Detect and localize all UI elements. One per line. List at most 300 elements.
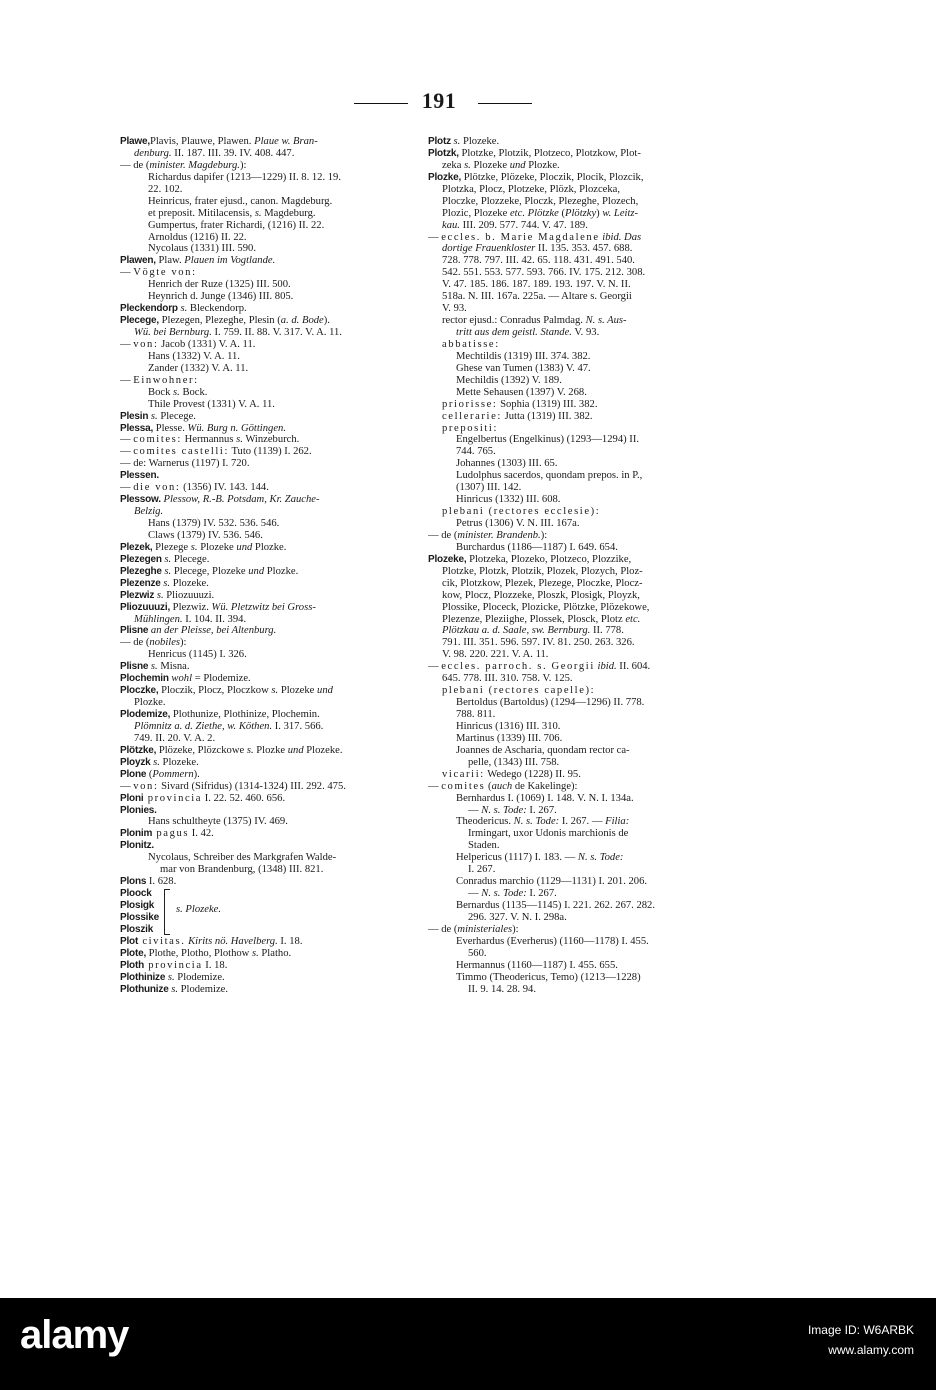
entry-text: s. (148, 410, 158, 422)
headword: Pleckendorp (120, 303, 178, 315)
index-line (120, 840, 426, 852)
entry-text: dortige Frauenkloster (442, 243, 536, 255)
headword: Plothunize (120, 983, 169, 995)
entry-text: Martinus (1339) III. 706. (456, 732, 563, 744)
index-line (428, 220, 764, 232)
entry-text: Plotzke, Plotzik, Plotzeco, Plotzkow, Plot- (458, 147, 641, 159)
entry-text: s. (271, 685, 279, 697)
headword: Plone (120, 768, 147, 780)
entry-text: Johannes (1303) III. 65. (456, 458, 558, 470)
index-line (120, 279, 426, 291)
entry-text: denburg. (134, 147, 172, 159)
entry-text: — (120, 338, 134, 350)
entry-text: I. 267. — (559, 816, 606, 828)
entry-text: Pommern (152, 768, 194, 780)
index-line (120, 375, 426, 387)
entry-text: = Plodemize. (192, 673, 251, 685)
entry-text: prepositi: (442, 422, 499, 434)
index-line (428, 232, 764, 244)
headword: Plonitz. (120, 840, 154, 852)
entry-text: Plauen im Vogtlande. (184, 255, 276, 267)
index-line (120, 136, 426, 148)
entry-text: Plessow, R.-B. Potsdam, Kr. Zauche- (160, 494, 320, 506)
entry-text: Hans (1379) IV. 532. 536. 546. (148, 518, 280, 529)
index-line (428, 984, 764, 996)
headword: Plonies. (120, 804, 157, 816)
index-line (428, 387, 764, 399)
headword: Plisne (120, 625, 149, 637)
entry-text: I. 267. (468, 864, 496, 876)
index-line (120, 578, 426, 590)
entry-text: Plözeke, Plözckowe (156, 744, 247, 756)
entry-text: (1356) IV. 143. 144. (180, 482, 269, 494)
entry-text: — de ( (428, 923, 458, 935)
entry-text: Magdeburg. (261, 207, 316, 219)
index-line (120, 984, 426, 996)
entry-text: N. s. Tode: (513, 816, 560, 828)
entry-text: Hinricus (1332) III. 608. (456, 494, 561, 506)
entry-text: Zander (1332) V. A. 11. (148, 362, 249, 374)
entry-text: pelle, (1343) III. 758. (468, 756, 560, 768)
entry-text: Plötzkau a. d. Saale, sw. Bernburg. (442, 625, 591, 637)
index-line (428, 291, 764, 303)
index-line (120, 255, 426, 267)
entry-text: Wedego (1228) II. 95. (484, 768, 581, 780)
entry-text: Plaw. (155, 255, 185, 267)
entry-text: Plotzke, Plotzk, Plotzik, Plozek, Plozych, Ploz- (442, 565, 643, 577)
entry-text: vicarii: (442, 768, 485, 780)
entry-text: Plossike, Ploceck, Plozicke, Plötzke, Plözekowe, (442, 601, 650, 613)
index-line (428, 243, 764, 255)
headword: Plons (120, 876, 147, 888)
entry-text: und (317, 685, 333, 697)
index-line (120, 160, 426, 172)
entry-text: Henricus (1145) I. 326. (148, 649, 247, 661)
index-line (120, 614, 426, 626)
entry-text: Mühlingen. (134, 613, 183, 625)
index-line (120, 828, 426, 840)
footer-logo: alamy (20, 1313, 129, 1357)
entry-text: — (428, 661, 442, 673)
entry-text: Ploczke, Plozzeke, Ploczk, Plezeghe, Plozech, (442, 195, 639, 207)
index-line (428, 184, 764, 196)
entry-text: 22. 102. (148, 183, 183, 195)
index-line (120, 936, 426, 948)
entry-text: II. 9. 14. 28. 94. (468, 983, 536, 995)
entry-text: Filia: (605, 816, 630, 828)
headword: Plosigk (120, 900, 155, 911)
entry-text: Plezwiz. (170, 601, 212, 613)
entry-text: Plotzeka, Plozeko, Plotzeco, Plozzike, (466, 553, 632, 565)
entry-text: Einwohner: (133, 374, 199, 386)
entry-text: ibid. Das (599, 231, 642, 243)
headword: Plezegen (120, 553, 162, 565)
brace-mark (164, 889, 170, 935)
index-line (428, 530, 764, 542)
entry-text: auch (491, 780, 513, 792)
headword: Ploszik (120, 923, 154, 935)
index-line (120, 291, 426, 303)
entry-text: — (120, 446, 134, 458)
entry-text: priorisse: (442, 398, 498, 410)
index-line (120, 232, 426, 244)
index-line (120, 327, 426, 339)
entry-text: Conradus marchio (1129—1131) I. 201. 206. (456, 876, 648, 888)
index-line (120, 148, 426, 160)
index-line (428, 685, 764, 697)
index-line (428, 816, 764, 828)
entry-text: kau. (442, 219, 460, 231)
entry-text: und (236, 541, 253, 553)
entry-text: — de ( (120, 159, 150, 171)
entry-text: provincia (143, 792, 203, 804)
headword: Plodemize, (120, 709, 171, 720)
entry-text: Thile Provest (1331) V. A. 11. (148, 398, 275, 410)
index-line (120, 697, 426, 709)
index-line (120, 494, 426, 506)
entry-text: an der Pleisse, bei Altenburg. (148, 625, 277, 637)
entry-text: Plodemize. (177, 983, 228, 995)
entry-text: s. (246, 744, 254, 756)
index-line (428, 542, 764, 554)
index-line (120, 434, 426, 446)
index-line (120, 864, 426, 876)
index-line (428, 590, 764, 602)
entry-text: und (509, 159, 526, 171)
entry-text: Bernardus (1135—1145) I. 221. 262. 267. 282. (456, 900, 655, 911)
entry-text: Mechildis (1392) V. 189. (456, 374, 562, 386)
entry-text: Nycolaus, Schreiber des Markgrafen Walde- (148, 852, 337, 864)
index-line (428, 279, 764, 291)
entry-text: cellerarie: (442, 410, 502, 422)
index-line (428, 745, 764, 757)
index-line (120, 518, 426, 530)
headword: Plotz (428, 136, 451, 147)
index-line (120, 542, 426, 554)
entry-text: plebani (rectores ecclesie): (442, 506, 601, 518)
index-line (428, 363, 764, 375)
index-line (428, 554, 764, 566)
entry-text: V. 47. 185. 186. 187. 189. 193. 197. V. N. II. (442, 279, 631, 291)
entry-text: w. Leitz- (602, 207, 639, 219)
entry-text: Plecege. (157, 410, 196, 422)
entry-text: Helpericus (1117) I. 183. — (456, 852, 578, 864)
entry-text: Bernhardus I. (1069) I. 148. V. N. I. 134a. (456, 792, 634, 804)
entry-text: — (468, 888, 482, 900)
index-line (120, 172, 426, 184)
index-line (120, 458, 426, 470)
entry-text: ): (540, 529, 548, 541)
entry-text: nobiles (149, 637, 181, 649)
entry-text: Plodemize. (174, 971, 225, 983)
headword: Plezeghe (120, 565, 162, 577)
entry-text: etc. Plötzke (509, 207, 559, 219)
entry-text: I. 18. (202, 959, 228, 971)
index-line (428, 733, 764, 745)
index-line (428, 936, 764, 948)
entry-text: s. (254, 207, 262, 219)
entry-text: (1307) III. 142. (456, 482, 522, 494)
entry-text: die von: (133, 482, 181, 494)
entry-text: 749. II. 20. V. A. 2. (134, 732, 216, 744)
index-line (428, 888, 764, 900)
entry-text: tritt aus dem geistl. Stande. (456, 327, 572, 338)
entry-text: Ploczik, Plocz, Ploczkow (158, 685, 272, 697)
headword: Plotzk, (428, 147, 459, 159)
entry-text: Hermannus (181, 434, 237, 446)
headword: Plot (120, 935, 139, 947)
index-line (428, 912, 764, 924)
index-line (120, 709, 426, 721)
index-line (120, 960, 426, 972)
entry-text: comites castelli: (133, 446, 229, 458)
entry-text: Plothe, Plotho, Plothow (146, 947, 252, 959)
index-line (120, 411, 426, 423)
entry-text: comites (441, 780, 486, 792)
entry-text: eccles. parroch. s. Georgii (441, 661, 595, 673)
entry-text: — de ( (120, 637, 150, 649)
entry-text: — (468, 804, 482, 816)
index-line (120, 399, 426, 411)
entry-text: et preposit. Mitilacensis, (148, 207, 255, 219)
entry-text: Plozeke. (159, 756, 199, 768)
index-line (428, 446, 764, 458)
index-line (120, 243, 426, 255)
entry-text: Misna. (157, 661, 190, 673)
index-line (428, 602, 764, 614)
index-line (428, 482, 764, 494)
entry-text: plebani (rectores capelle): (442, 685, 596, 697)
index-line (428, 578, 764, 590)
headword: Plawen, (120, 255, 156, 267)
headword: Plossike (120, 911, 159, 923)
entry-text: Plozke. (252, 541, 287, 553)
entry-text: Sophia (1319) III. 382. (497, 398, 598, 410)
entry-text: — (120, 780, 134, 792)
index-line (120, 876, 426, 888)
index-line (428, 196, 764, 208)
entry-text: Plozeke. (170, 577, 209, 589)
entry-text: Sivard (Sifridus) (1314-1324) III. 292. 475. (158, 780, 346, 792)
entry-text: s. (168, 983, 178, 995)
index-line (428, 303, 764, 315)
index-line (120, 220, 426, 232)
entry-text: — (120, 374, 134, 386)
entry-text: Plezenze, Pleziighe, Plossek, Plosck, Plotz (442, 613, 626, 625)
index-line (428, 673, 764, 685)
entry-text: Plecege, Plozeke (171, 565, 249, 577)
headword: Plozeke, (428, 553, 467, 565)
entry-text: I. 22. 52. 460. 656. (202, 792, 286, 804)
index-line (120, 673, 426, 685)
header-rule-right (478, 103, 532, 104)
entry-text: Plozic, Plozeke (442, 207, 510, 219)
entry-text: 560. (468, 947, 487, 959)
entry-text: s. (251, 947, 259, 959)
entry-text: Claws (1379) IV. 536. 546. (148, 529, 263, 541)
index-line (428, 327, 764, 339)
index-line (428, 470, 764, 482)
index-line (428, 625, 764, 637)
headword: Plessen. (120, 470, 159, 482)
index-line (120, 566, 426, 578)
entry-text: Bock (148, 386, 174, 398)
entry-text: Kirits nö. Havelberg. (185, 935, 278, 947)
index-line (428, 793, 764, 805)
headword: Plonim (120, 828, 153, 840)
index-line (428, 661, 764, 673)
entry-text: Richardus dapifer (1213—1229) II. 8. 12. 19. (148, 171, 341, 183)
entry-text: Bleckendorp. (187, 303, 247, 315)
entry-text: Hinricus (1316) III. 310. (456, 720, 561, 732)
headword: Plothinize (120, 971, 166, 983)
index-line (428, 399, 764, 411)
page-number: 191 (421, 88, 457, 113)
index-line (428, 494, 764, 506)
index-line (120, 303, 426, 315)
index-line (120, 530, 426, 542)
headword: Plessa, (120, 422, 154, 434)
entry-text: s. (150, 756, 160, 768)
index-line (428, 208, 764, 220)
entry-text: Burchardus (1186—1187) I. 649. 654. (456, 541, 618, 553)
entry-text: Ludolphus sacerdos, quondam prepos. in P., (456, 470, 643, 482)
entry-text: Staden. (468, 840, 500, 852)
index-line (428, 876, 764, 888)
entry-text: N. s. Aus- (585, 315, 627, 327)
entry-text: s. (177, 303, 188, 315)
entry-text: Plezegen, Plezeghe, Plesin ( (158, 315, 281, 327)
entry-text: rector ejusd.: Conradus Palmdag. (442, 315, 586, 327)
index-line (120, 446, 426, 458)
headword: Ploth (120, 959, 144, 971)
index-line (428, 411, 764, 423)
entry-text: s. (161, 565, 172, 577)
index-line (120, 387, 426, 399)
entry-text: von: (133, 338, 159, 350)
entry-text: Plecege. (171, 553, 210, 565)
index-line (428, 840, 764, 852)
entry-text: Plozeke (470, 159, 510, 171)
entry-text: Joannes de Ascharia, quondam rector ca- (456, 744, 630, 756)
entry-text: a. d. Bode (280, 315, 324, 327)
entry-text: ). (193, 768, 200, 780)
index-line (120, 351, 426, 363)
entry-text: Vögte von: (133, 267, 197, 279)
index-line (120, 972, 426, 984)
entry-text: ( (558, 207, 565, 219)
index-line (120, 757, 426, 769)
entry-text: Plozeke (278, 685, 318, 697)
entry-text: s. (160, 577, 171, 589)
entry-text: von: (133, 780, 159, 792)
index-line (428, 709, 764, 721)
entry-text: und (248, 565, 265, 577)
index-line (428, 315, 764, 327)
entry-text: 518a. N. III. 167a. 225a. — Altare s. Georgii (442, 291, 632, 303)
entry-text: — (120, 482, 134, 494)
entry-text: Arnoldus (1216) II. 22. (148, 231, 247, 243)
headword: Ploni (120, 792, 144, 804)
index-line (428, 423, 764, 435)
entry-text: Plozke. (134, 697, 166, 709)
entry-text: Plozke (253, 744, 288, 756)
index-line (428, 828, 764, 840)
index-line (120, 793, 426, 805)
index-line (120, 721, 426, 733)
entry-text: mar von Brandenburg, (1348) III. 821. (160, 864, 324, 876)
entry-text: eccles. b. Marie Magdalene (441, 231, 600, 243)
entry-text: 296. 327. V. N. I. 298a. (468, 911, 567, 923)
entry-text: s. (173, 386, 180, 398)
entry-text: s. (236, 434, 243, 446)
entry-text: Plothunize, Plothinize, Plochemin. (170, 709, 320, 720)
headword: Pliozuuuzi, (120, 601, 171, 613)
entry-text: Belzig. (134, 506, 164, 518)
headword: Ploock (120, 888, 152, 900)
index-line (428, 160, 764, 172)
entry-text: abbatisse: (442, 338, 500, 350)
entry-text: provincia (144, 959, 203, 971)
entry-text: Plötzky (564, 207, 597, 219)
index-line (120, 769, 426, 781)
entry-text: — (428, 780, 442, 792)
entry-text: — (428, 231, 442, 243)
entry-text: pagus (152, 828, 190, 840)
entry-text: Platho. (258, 947, 292, 959)
index-line (120, 554, 426, 566)
index-line (428, 637, 764, 649)
entry-text: Hermannus (1160—1187) I. 455. 655. (456, 959, 618, 971)
entry-text: ( (485, 780, 492, 792)
entry-text: wohl (168, 673, 193, 685)
entry-text: ): (512, 923, 519, 935)
entry-text: Bertoldus (Bartoldus) (1294—1296) II. 778. (456, 697, 645, 709)
headword: Plötzke, (120, 744, 157, 756)
index-line (120, 948, 426, 960)
entry-text: Heynrich d. Junge (1346) III. 805. (148, 291, 294, 303)
entry-text: s. (161, 553, 172, 565)
entry-text: I. 42. (189, 828, 214, 840)
entry-text: V. 98. 220. 221. V. A. 11. (442, 649, 549, 661)
page-header (0, 88, 936, 118)
index-line (120, 745, 426, 757)
footer-site: www.alamy.com (828, 1343, 914, 1357)
entry-text: I. 267. (526, 804, 557, 816)
index-line (120, 816, 426, 828)
entry-text: s. (464, 159, 471, 171)
index-line (120, 602, 426, 614)
header-rule-left (354, 103, 408, 104)
entry-text: Irmingart, uxor Udonis marchionis de (468, 828, 629, 840)
entry-text: Hans schultheyte (1375) IV. 469. (148, 816, 288, 828)
entry-text: Theodericus. (456, 816, 514, 828)
index-line (428, 960, 764, 972)
index-line (120, 184, 426, 196)
headword: Ploczke, (120, 685, 159, 697)
entry-text: Plavis, Plauwe, Plawen. (149, 136, 255, 147)
entry-text: I. 317. 566. (272, 720, 324, 732)
headword: Plozke, (428, 171, 462, 183)
index-line (428, 614, 764, 626)
entry-text: N. s. Tode: (577, 852, 624, 864)
entry-text: V. 93. (571, 327, 600, 338)
entry-text: Plozke. (525, 159, 560, 171)
index-line (428, 458, 764, 470)
entry-text: ). (323, 315, 330, 327)
index-line (120, 482, 426, 494)
entry-text: Plömnitz a. d. Ziethe, w. Köthen. (134, 720, 273, 732)
